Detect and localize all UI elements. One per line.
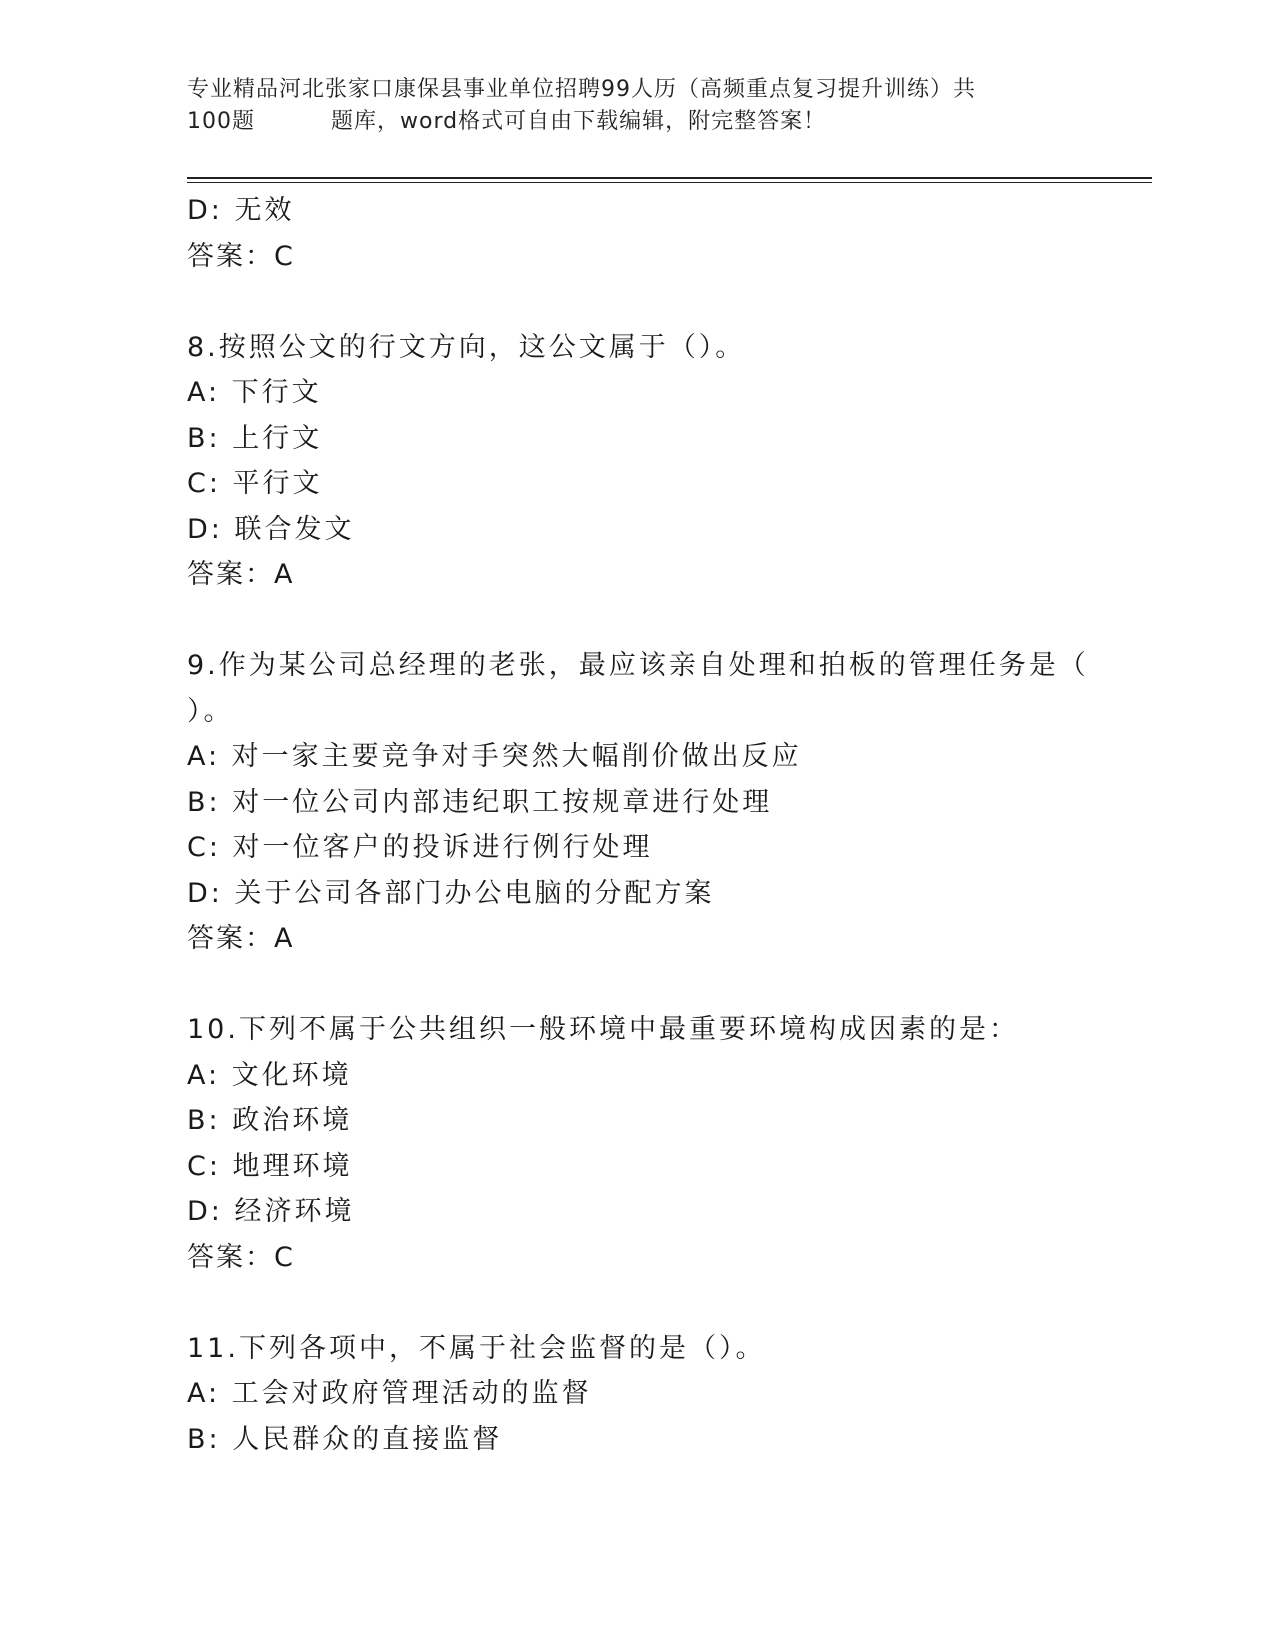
option-b: B: 人民群众的直接监督 (187, 1423, 503, 1455)
option-d: D: 经济环境 (187, 1196, 355, 1227)
header-count: 100题 (187, 109, 255, 134)
option-b: B: 政治环境 (187, 1105, 353, 1136)
option-a: A: 工会对政府管理活动的监督 (187, 1378, 592, 1409)
page-header (187, 74, 1067, 138)
question-content (187, 188, 1089, 1462)
header-divider-thin (187, 182, 1152, 183)
header-title-line1: 专业精品河北张家口康保县事业单位招聘99人历（高频重点复习提升训练）共 (187, 77, 976, 102)
question-stem: 10.下列不属于公共组织一般环境中最重要环境构成因素的是： (187, 1014, 1019, 1045)
header-description: 题库，word格式可自由下载编辑，附完整答案！ (331, 109, 827, 134)
question-9 (187, 643, 1089, 962)
question-11 (187, 1326, 1067, 1463)
option-c: C: 平行文 (187, 468, 323, 499)
option-d: D: 关于公司各部门办公电脑的分配方案 (187, 877, 715, 909)
option-d: D: 联合发文 (187, 513, 355, 545)
option-c: C: 对一位客户的投诉进行例行处理 (187, 832, 653, 863)
previous-option-d: D: 无效 (187, 195, 295, 226)
option-a: A: 文化环境 (187, 1059, 352, 1091)
option-a: A: 对一家主要竞争对手突然大幅削价做出反应 (187, 741, 802, 772)
option-c: C: 地理环境 (187, 1150, 353, 1182)
previous-answer: 答案：C (187, 240, 295, 272)
question-stem: 8.按照公文的行文方向，这公文属于（）。 (187, 331, 746, 363)
header-divider-thick (187, 177, 1152, 179)
header-title-line2 (187, 106, 1067, 138)
question-stem-line1: 9.作为某公司总经理的老张，最应该亲自处理和拍板的管理任务是（ (187, 650, 1089, 681)
answer: 答案：A (187, 923, 295, 954)
answer: 答案：A (187, 559, 295, 590)
question-stem: 11.下列各项中，不属于社会监督的是（）。 (187, 1332, 766, 1364)
option-b: B: 上行文 (187, 422, 323, 454)
question-10 (187, 1007, 1067, 1280)
answer: 答案：C (187, 1241, 295, 1273)
option-a: A: 下行文 (187, 377, 322, 408)
option-b: B: 对一位公司内部违纪职工按规章进行处理 (187, 786, 773, 818)
question-8 (187, 325, 1067, 598)
question-stem-line2: ）。 (187, 695, 234, 727)
